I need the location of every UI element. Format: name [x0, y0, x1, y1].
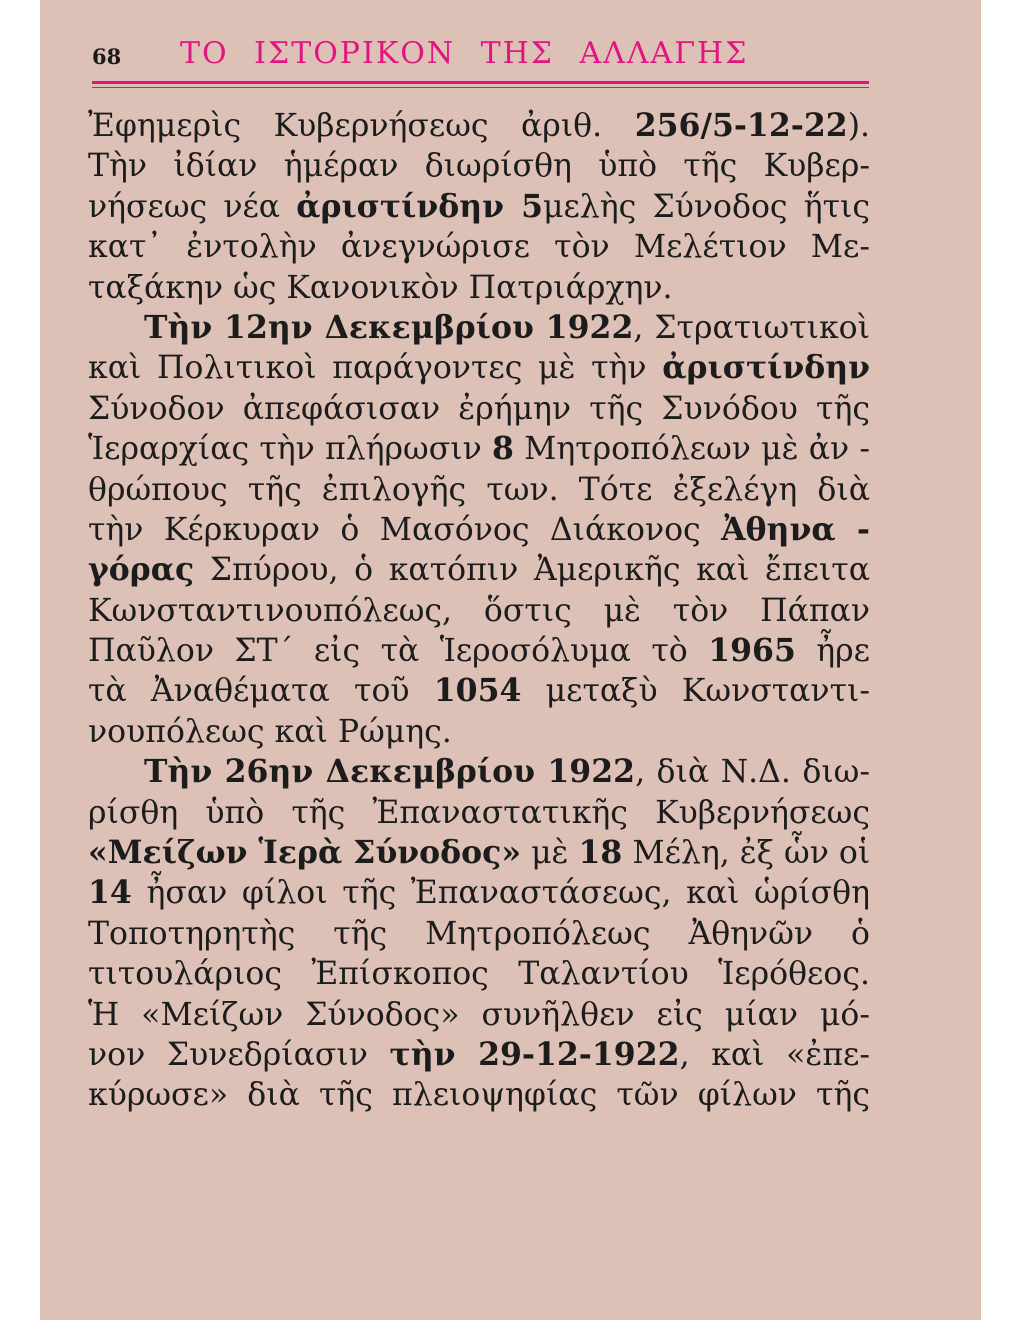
- bold-text-run: 18: [578, 834, 623, 872]
- text-run: τὴν Κέρκυραν ὁ Μασόνος Διάκονος: [88, 511, 722, 548]
- header-rule-thick: [92, 81, 869, 84]
- text-line: [88, 631, 870, 671]
- text-line: [88, 227, 870, 267]
- text-line: [88, 954, 870, 994]
- text-run: μὲ: [521, 835, 579, 872]
- running-title: ΤΟ ΙΣΤΟΡΙΚΟΝ ΤΗΣ ΑΛΛΑΓΗΣ: [180, 36, 749, 71]
- bold-text-run: 1054: [433, 672, 522, 710]
- text-line: [88, 1075, 870, 1115]
- text-run: ἦσαν φίλοι τῆς Ἐπαναστάσεως, καὶ ὡρίσθη: [131, 875, 870, 912]
- text-run: κατ᾽ ἐντολὴν ἀνεγνώρισε τὸν Μελέτιον Με-: [88, 229, 870, 266]
- text-line: [88, 1035, 870, 1075]
- text-run: Μέλη, ἐξ ὧν οἱ: [622, 835, 871, 872]
- text-run: , Στρατιωτικοὶ: [633, 309, 870, 346]
- text-run: ).: [847, 108, 870, 144]
- text-line: [88, 348, 870, 388]
- text-line: [88, 591, 870, 631]
- text-line: [88, 268, 870, 308]
- text-run: μεταξὺ Κωνσταντι-: [521, 673, 870, 710]
- text-run: ἦρε: [795, 633, 870, 670]
- text-line: [88, 793, 870, 833]
- bold-text-run: Τὴν 26ην Δεκεμβρίου 1922: [144, 753, 636, 791]
- text-run: Τὴν ἰδίαν ἡμέραν διωρίσθη ὑπὸ τῆς Κυβερ-: [88, 148, 870, 185]
- text-run: νήσεως νέα: [88, 188, 297, 225]
- text-line: [88, 470, 870, 510]
- bold-text-run: Τὴν 12ην Δεκεμβρίου 1922: [144, 308, 634, 346]
- bold-text-run: Ἀθηνα -: [721, 510, 870, 548]
- text-run: καὶ Πολιτικοὶ παράγοντες μὲ τὴν: [88, 350, 663, 387]
- text-line: [88, 308, 870, 348]
- text-run: ταξάκην ὡς Κανονικὸν Πατριάρχην.: [88, 269, 673, 306]
- bold-text-run: ἀριστίνδην 5: [296, 187, 544, 225]
- text-run: Ἡ «Μείζων Σύνοδος» συνῆλθεν εἰς μίαν μό-: [88, 996, 870, 1033]
- page-number: 68: [92, 44, 122, 69]
- bold-text-run: τὴν 29-12-1922: [389, 1035, 680, 1073]
- bold-text-run: γόρας: [88, 551, 195, 589]
- text-line: [88, 510, 870, 550]
- bold-text-run: 14: [88, 874, 132, 912]
- bold-text-run: 8: [491, 430, 514, 468]
- text-run: Τοποτηρητὴς τῆς Μητροπόλεως Ἀθηνῶν ὁ: [88, 915, 870, 952]
- text-line: [88, 833, 870, 873]
- text-run: τιτουλάριος Ἐπίσκοπος Ταλαντίου Ἱερόθεος.: [88, 956, 870, 993]
- header-rule-thin: [92, 87, 869, 88]
- body-text: [88, 106, 870, 1116]
- page-header: [92, 36, 872, 80]
- text-run: Ἐφημερὶς Κυβερνήσεως ἀριθ.: [88, 108, 635, 144]
- text-line: [88, 146, 870, 186]
- text-run: ρίσθη ὑπὸ τῆς Ἐπαναστατικῆς Κυβερνήσεως: [88, 794, 870, 831]
- text-run: Σπύρου, ὁ κατόπιν Ἀμερικῆς καὶ ἔπειτα: [194, 552, 870, 589]
- bold-text-run: «Μείζων Ἱερὰ Σύνοδος»: [88, 834, 522, 872]
- text-line: [88, 389, 870, 429]
- text-line: [88, 187, 870, 227]
- text-run: , διὰ Ν.Δ. διω-: [635, 754, 870, 791]
- text-run: Κωνσταντινουπόλεως, ὅστις μὲ τὸν Πάπαν: [88, 592, 870, 629]
- text-line: [88, 752, 870, 792]
- text-line: [88, 106, 870, 146]
- text-run: Ἱεραρχίας τὴν πλήρωσιν: [88, 431, 492, 468]
- text-run: Παῦλον ΣΤ΄ εἰς τὰ Ἱεροσόλυμα τὸ: [88, 633, 709, 670]
- text-run: Σύνοδον ἀπεφάσισαν ἐρήμην τῆς Συνόδου τῆς: [88, 390, 870, 427]
- text-run: θρώπους τῆς ἐπιλογῆς των. Τότε ἐξελέγη διὰ: [88, 471, 870, 508]
- bold-text-run: 256/5-12-22: [634, 107, 848, 144]
- bold-text-run: 1965: [708, 632, 796, 670]
- text-run: μελὴς Σύνοδος ἥτις: [543, 188, 871, 225]
- text-line: [88, 712, 870, 752]
- text-run: , καὶ «ἐπε-: [679, 1036, 870, 1073]
- text-line: [88, 429, 870, 469]
- text-line: [88, 671, 870, 711]
- bold-text-run: ἀριστίνδην: [662, 349, 870, 387]
- text-run: Μητροπόλεων μὲ ἀν -: [513, 431, 870, 468]
- text-run: κύρωσε» διὰ τῆς πλειοψηφίας τῶν φίλων τῆς: [88, 1077, 870, 1114]
- text-line: [88, 873, 870, 913]
- text-run: νουπόλεως καὶ Ρώμης.: [88, 713, 452, 750]
- text-run: νον Συνεδρίασιν: [88, 1036, 390, 1073]
- text-run: τὰ Ἀναθέματα τοῦ: [88, 673, 434, 710]
- text-line: [88, 995, 870, 1035]
- text-line: [88, 914, 870, 954]
- text-line: [88, 550, 870, 590]
